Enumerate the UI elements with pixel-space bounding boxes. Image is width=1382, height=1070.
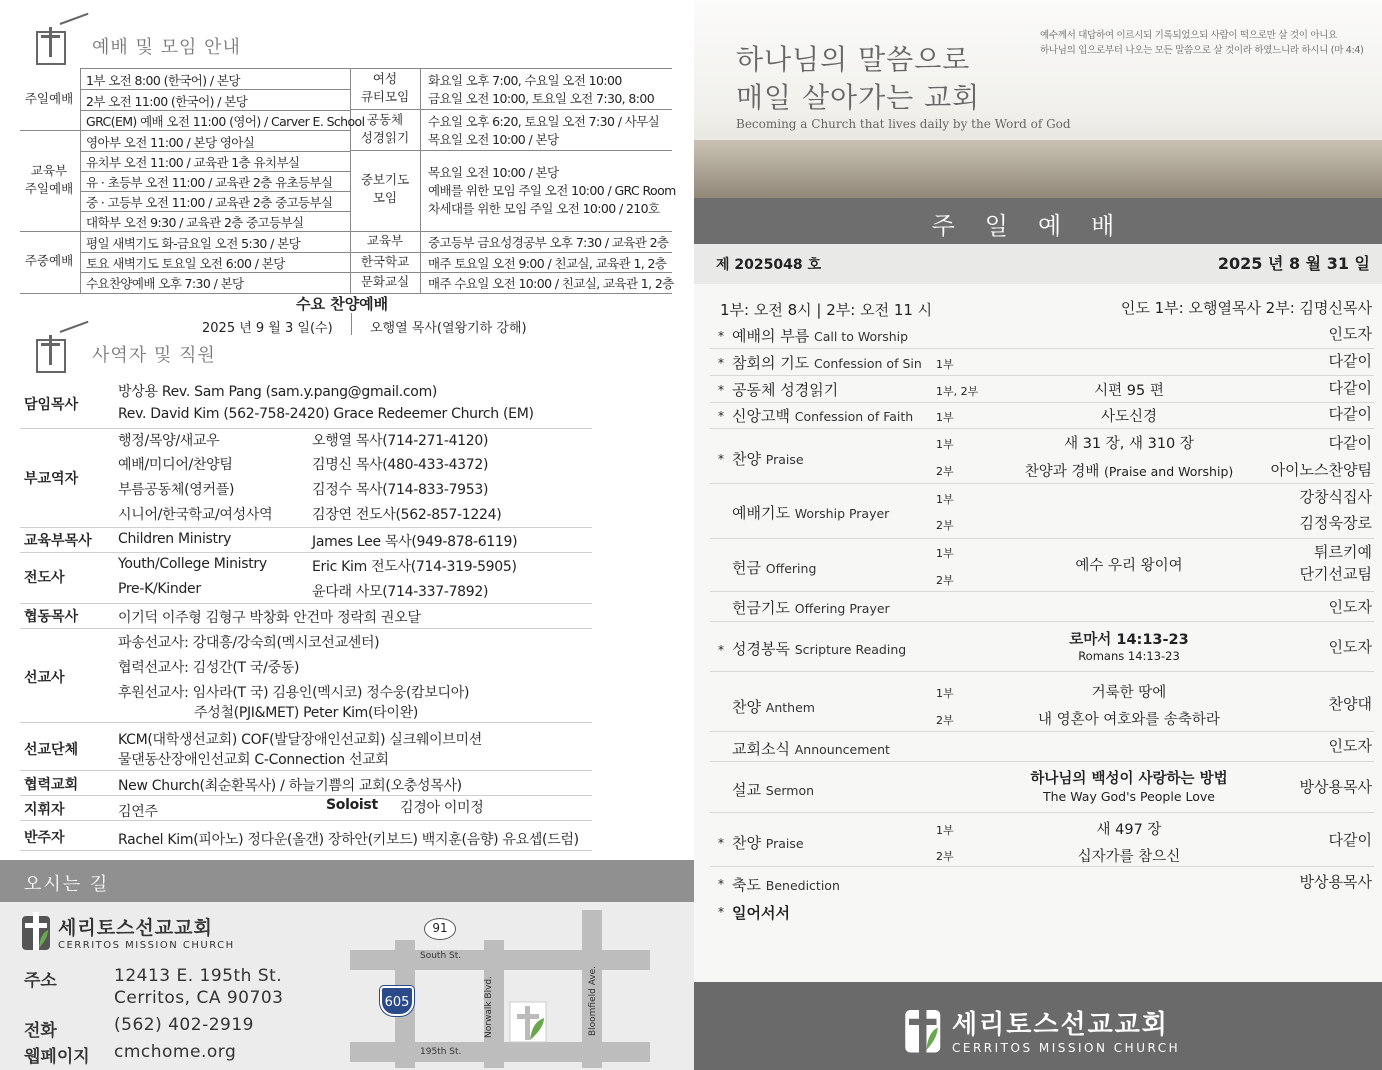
staff-role: 주성철(PJI&MET) Peter Kim(타이완)	[194, 705, 419, 721]
bible-item: 목요일 오전 10:00 / 본당	[428, 132, 559, 147]
order-item-worship-prayer: 예배기도 Worship Prayer	[732, 504, 890, 522]
order-item: 참회의 기도 Confession of Sin	[732, 354, 922, 372]
edu-label: 교육부 주일예배	[24, 163, 74, 196]
standing-marker: *	[718, 905, 724, 919]
phone-value: (562) 402-2919	[114, 1015, 254, 1035]
standing-marker: *	[718, 409, 724, 423]
weekday-item: 토요 새벽기도 토요일 오전 6:00 / 본당	[86, 256, 285, 271]
church-logo-icon	[22, 912, 52, 952]
qt-item: 금요일 오전 10:00, 토요일 오전 7:30, 8:00	[428, 91, 655, 106]
wednesday-title: 수요 찬양예배	[296, 295, 389, 313]
anthem-1: 거룩한 땅에	[1091, 685, 1167, 701]
cross-icon	[30, 23, 82, 69]
closing-hymn-1: 새 497 장	[1096, 822, 1162, 838]
issue-row	[694, 244, 1382, 284]
staff-group-label: 선교사	[24, 670, 65, 686]
norwalk-label: Norwalk Blvd.	[484, 976, 494, 1038]
staff-section-header	[30, 330, 216, 378]
order-item-offering-prayer: 헌금기도 Offering Prayer	[732, 599, 890, 617]
praise-leader-1: 다같이	[1328, 434, 1372, 452]
scripture-reference-en: Romans 14:13-23	[1078, 649, 1180, 663]
staff-group-label: 전도사	[24, 570, 65, 586]
staff-role: 물댄동산장애인선교회 C-Connection 선교회	[118, 752, 389, 768]
standing-marker: *	[718, 383, 724, 397]
staff-role: 행정/목양/새교우	[118, 433, 220, 449]
staff-group-label: 지휘자	[24, 802, 65, 818]
address-label: 주소	[24, 971, 57, 991]
church-tagline: Becoming a Church that lives daily by the Word of God	[736, 117, 1071, 131]
scripture-reference: 로마서 14:13-23	[1069, 632, 1189, 648]
order-item-sermon: 설교 Sermon	[732, 781, 815, 799]
staff-group-label: 부교역자	[24, 471, 79, 487]
footer-bar	[694, 982, 1382, 1070]
service-2: 2부	[936, 850, 954, 863]
edu-item: 영아부 오전 11:00 / 본당 영아실	[86, 135, 255, 150]
hwy-605-badge: 605	[380, 986, 414, 1016]
service-number: 1부, 2부	[936, 385, 979, 398]
standing-marker: *	[718, 836, 724, 850]
web-value[interactable]: cmchome.org	[114, 1042, 237, 1062]
staff-role: New Church(최순환목사) / 하늘기쁨의 교회(오충성목사)	[118, 778, 462, 794]
staff-role: 부름공동체(영커플)	[118, 482, 235, 498]
order-item: 신앙고백 Confession of Faith	[732, 407, 914, 425]
order-item-offering: 헌금 Offering	[732, 559, 817, 577]
footer-logo	[904, 1004, 1180, 1055]
staff-role: 파송선교사: 강대흥/강숙희(멕시코선교센터)	[118, 635, 380, 651]
staff-group-label: 교육부목사	[24, 533, 92, 549]
order-item-leader: 다같이	[1328, 352, 1372, 370]
scripture-reader: 인도자	[1328, 638, 1372, 656]
youth-label: 교육부	[366, 233, 404, 248]
service-2: 2부	[936, 519, 954, 532]
staff-group-label: 협동목사	[24, 609, 79, 625]
service-1: 1부	[936, 493, 954, 506]
offering-performer-1: 튀르키예	[1314, 543, 1372, 561]
soloist-label: Soloist	[326, 797, 378, 813]
service-title: 주일예배	[931, 212, 1145, 240]
directions-bar	[0, 860, 694, 902]
edu-item: 중 · 고등부 오전 11:00 / 교육관 2층 중고등부실	[86, 195, 333, 210]
staff-role: 김연주	[118, 804, 158, 820]
order-item-scripture: 성경봉독 Scripture Reading	[732, 640, 907, 658]
hwy-91-badge: 91	[424, 918, 456, 940]
staff-role: KCM(대학생선교회) COF(발달장애인선교회) 실크웨이브미션	[118, 732, 482, 748]
staff-contact: 윤다래 사모(714-337-7892)	[312, 584, 489, 600]
announcement-leader: 인도자	[1328, 737, 1372, 755]
staff-contact: 김명신 목사(480-433-4372)	[312, 457, 489, 473]
edu-item: 유치부 오전 11:00 / 교육관 1층 유치부실	[86, 155, 300, 170]
order-item-leader: 다같이	[1328, 379, 1372, 397]
staff-group-label: 협력교회	[24, 777, 79, 793]
staff-role: Children Ministry	[118, 531, 232, 547]
offering-song: 예수 우리 왕이여	[1075, 558, 1183, 574]
sunday-label: 주일예배	[24, 91, 74, 106]
church-name-ko: 세리토스선교교회	[58, 917, 213, 939]
qt-item: 화요일 오후 7:00, 수요일 오전 10:00	[428, 73, 622, 88]
prayer-label: 중보기도 모임	[360, 172, 410, 205]
sunday-item: 1부 오전 8:00 (한국어) / 본당	[86, 73, 240, 88]
order-item-benediction: 축도 Benediction	[732, 876, 840, 894]
service-2: 2부	[936, 714, 954, 727]
footer-church-name-ko: 세리토스선교교회	[952, 1010, 1169, 1040]
directions-title: 오시는 길	[24, 874, 110, 895]
195th-st-label: 195th St.	[420, 1047, 462, 1057]
sermon-title: 하나님의 백성이 사랑하는 방법	[1030, 771, 1228, 787]
staff-role: 이기덕 이주형 김형구 박창화 안건마 정락희 권오달	[118, 610, 421, 626]
service-leaders: 인도 1부: 오행열목사 2부: 김명신목사	[1120, 299, 1372, 317]
web-label: 웹페이지	[24, 1047, 90, 1067]
standing-note: 일어서서	[732, 904, 790, 922]
sunday-item: GRC(EM) 예배 오전 11:00 (영어) / Carver E. School	[86, 114, 365, 129]
standing-marker: *	[718, 356, 724, 370]
worship-section-header	[30, 22, 241, 70]
staff-role: Pre-K/Kinder	[118, 581, 201, 597]
right-panel	[694, 0, 1382, 1070]
church-logo	[22, 912, 235, 952]
cross-icon	[30, 331, 82, 377]
scripture-verse: 예수께서 대답하여 이르시되 기록되었으되 사람이 떡으로만 살 것이 아니요 하나님의 입으로부터 나오는 모든 말씀으로 살 것이라 하였느니라 하시니 (마 4:4)	[1040, 30, 1364, 56]
sermon-preacher: 방상용목사	[1299, 778, 1372, 796]
staff-role: 방상용 Rev. Sam Pang (sam.y.pang@gmail.com)	[118, 384, 438, 400]
prayer-item: 예배를 위한 모임 주일 오전 10:00 / GRC Room	[428, 183, 676, 198]
service-2: 2부	[936, 574, 954, 587]
staff-role: 시니어/한국학교/여성사역	[118, 507, 273, 523]
weekday-item: 평일 새벽기도 화-금요일 오전 5:30 / 본당	[86, 236, 301, 251]
korean-item: 매주 토요일 오전 9:00 / 친교실, 교육관 1, 2층	[428, 256, 667, 271]
edu-item: 대학부 오전 9:30 / 교육관 2층 중고등부실	[86, 215, 304, 230]
order-item: 예배의 부름 Call to Worship	[732, 327, 909, 345]
prayer-leader-1: 강창식집사	[1299, 488, 1372, 506]
order-item-leader: 다같이	[1328, 405, 1372, 423]
staff-section-title: 사역자 및 직원	[92, 345, 216, 366]
standing-marker: *	[718, 452, 724, 466]
order-item-closing-praise: 찬양 Praise	[732, 834, 804, 852]
service-1: 1부	[936, 687, 954, 700]
bible-item: 수요일 오후 6:20, 토요일 오전 7:30 / 사무실	[428, 114, 660, 129]
staff-contact: 김정수 목사(714-833-7953)	[312, 482, 489, 498]
standing-marker: *	[718, 877, 724, 891]
staff-group-label: 담임목사	[24, 397, 79, 413]
prayer-item: 목요일 오전 10:00 / 본당	[428, 165, 559, 180]
prayer-item: 차세대를 위한 모임 주일 오전 10:00 / 210호	[428, 201, 660, 216]
order-item-leader: 인도자	[1328, 325, 1372, 343]
service-2: 2부	[936, 465, 954, 478]
staff-contact: 김장연 전도사(562-857-1224)	[312, 507, 502, 523]
issue-number: 제 2025048 호	[716, 257, 821, 273]
praise-hymns: 새 31 장, 새 310 장	[1064, 436, 1194, 452]
standing-marker: *	[718, 329, 724, 343]
bulletin-date: 2025 년 8 월 31 일	[1217, 254, 1370, 273]
staff-role: 예배/미디어/찬양팀	[118, 457, 233, 473]
staff-role: 협력선교사: 김성간(T 국/중동)	[118, 660, 300, 676]
staff-contact: 오행열 목사(714-271-4120)	[312, 433, 489, 449]
open-bible-image	[694, 140, 1382, 200]
prayer-leader-2: 김정욱장로	[1299, 514, 1372, 532]
praise-leader-2: 아이노스찬양팀	[1270, 461, 1372, 479]
service-number: 1부	[936, 358, 954, 371]
staff-role: 후원선교사: 임사라(T 국) 김용인(멕시코) 정수웅(캄보디아)	[118, 685, 470, 701]
order-item-detail: 시편 95 편	[1094, 383, 1164, 399]
service-title-bar	[694, 198, 1382, 244]
service-1: 1부	[936, 547, 954, 560]
soloist-names: 김경아 이미정	[400, 800, 484, 816]
edu-item: 유 · 초등부 오전 11:00 / 교육관 2층 유초등부실	[86, 175, 333, 190]
service-1: 1부	[936, 824, 954, 837]
church-motto-line2: 매일 살아가는 교회	[736, 81, 981, 114]
anthem-performer: 찬양대	[1328, 695, 1372, 713]
standing-marker: *	[718, 643, 724, 657]
order-item-detail: 사도신경	[1100, 409, 1158, 425]
staff-group-label: 선교단체	[24, 742, 79, 758]
staff-group-label: 반주자	[24, 830, 65, 846]
qt-label: 여성 큐티모임	[360, 71, 410, 104]
order-item-anthem: 찬양 Anthem	[732, 698, 815, 716]
address-line1: 12413 E. 195th St.	[114, 966, 283, 986]
church-motto-line1: 하나님의 말씀으로	[736, 43, 971, 76]
sunday-item: 2부 오전 11:00 (한국어) / 본당	[86, 94, 248, 109]
praise-worship: 찬양과 경배 (Praise and Worship)	[1024, 464, 1234, 480]
anthem-2: 내 영혼아 여호와를 송축하라	[1038, 712, 1220, 728]
south-st-label: South St.	[420, 951, 462, 961]
sermon-title-en: The Way God's People Love	[1043, 789, 1215, 804]
staff-role: Youth/College Ministry	[118, 556, 267, 572]
order-item-announcement: 교회소식 Announcement	[732, 740, 890, 758]
youth-item: 중고등부 금요성경공부 오후 7:30 / 교육관 2층	[428, 235, 669, 250]
culture-item: 매주 수요일 오전 10:00 / 친교실, 교육관 1, 2층	[428, 276, 674, 291]
bible-label: 공동체 성경읽기	[360, 112, 410, 145]
church-logo-icon	[904, 1005, 944, 1055]
service-1: 1부	[936, 438, 954, 451]
staff-role: Rev. David Kim (562-758-2420) Grace Redeemer Church (EM)	[118, 406, 534, 422]
weekday-item: 수요찬양예배 오후 7:30 / 본당	[86, 276, 244, 291]
weekday-label: 주중예배	[24, 253, 74, 268]
phone-label: 전화	[24, 1021, 57, 1041]
address-line2: Cerritos, CA 90703	[114, 988, 284, 1008]
korean-label: 한국학교	[360, 254, 410, 269]
closing-hymn-2: 십자가를 참으신	[1077, 849, 1181, 865]
service-number: 1부	[936, 411, 954, 424]
worship-section-title: 예배 및 모임 안내	[92, 37, 241, 58]
footer-church-name-en: CERRITOS MISSION CHURCH	[952, 1041, 1181, 1055]
staff-contact: Eric Kim 전도사(714-319-5905)	[312, 559, 517, 575]
directions-body	[0, 902, 694, 1070]
order-item: 공동체 성경읽기	[732, 381, 839, 399]
offering-performer-2: 단기선교팀	[1299, 565, 1372, 583]
order-item-praise: 찬양 Praise	[732, 450, 804, 468]
bloomfield-label: Bloomfield Ave.	[588, 965, 598, 1037]
culture-label: 문화교실	[360, 274, 410, 289]
closing-praise-leader: 다같이	[1328, 831, 1372, 849]
service-times: 1부: 오전 8시 | 2부: 오전 11 시	[720, 301, 933, 319]
staff-role: Rachel Kim(피아노) 정다운(올갠) 장하안(키보드) 백지훈(음향) 유요셉(드럼)	[118, 832, 579, 848]
church-name-en: CERRITOS MISSION CHURCH	[58, 940, 235, 951]
wednesday-preacher: 오행열 목사(열왕기하 강해)	[370, 321, 527, 336]
staff-contact: James Lee 목사(949-878-6119)	[312, 534, 518, 550]
benediction-leader: 방상용목사	[1299, 873, 1372, 891]
wednesday-date: 2025 년 9 월 3 일(수)	[202, 321, 333, 336]
offering-prayer-leader: 인도자	[1328, 598, 1372, 616]
